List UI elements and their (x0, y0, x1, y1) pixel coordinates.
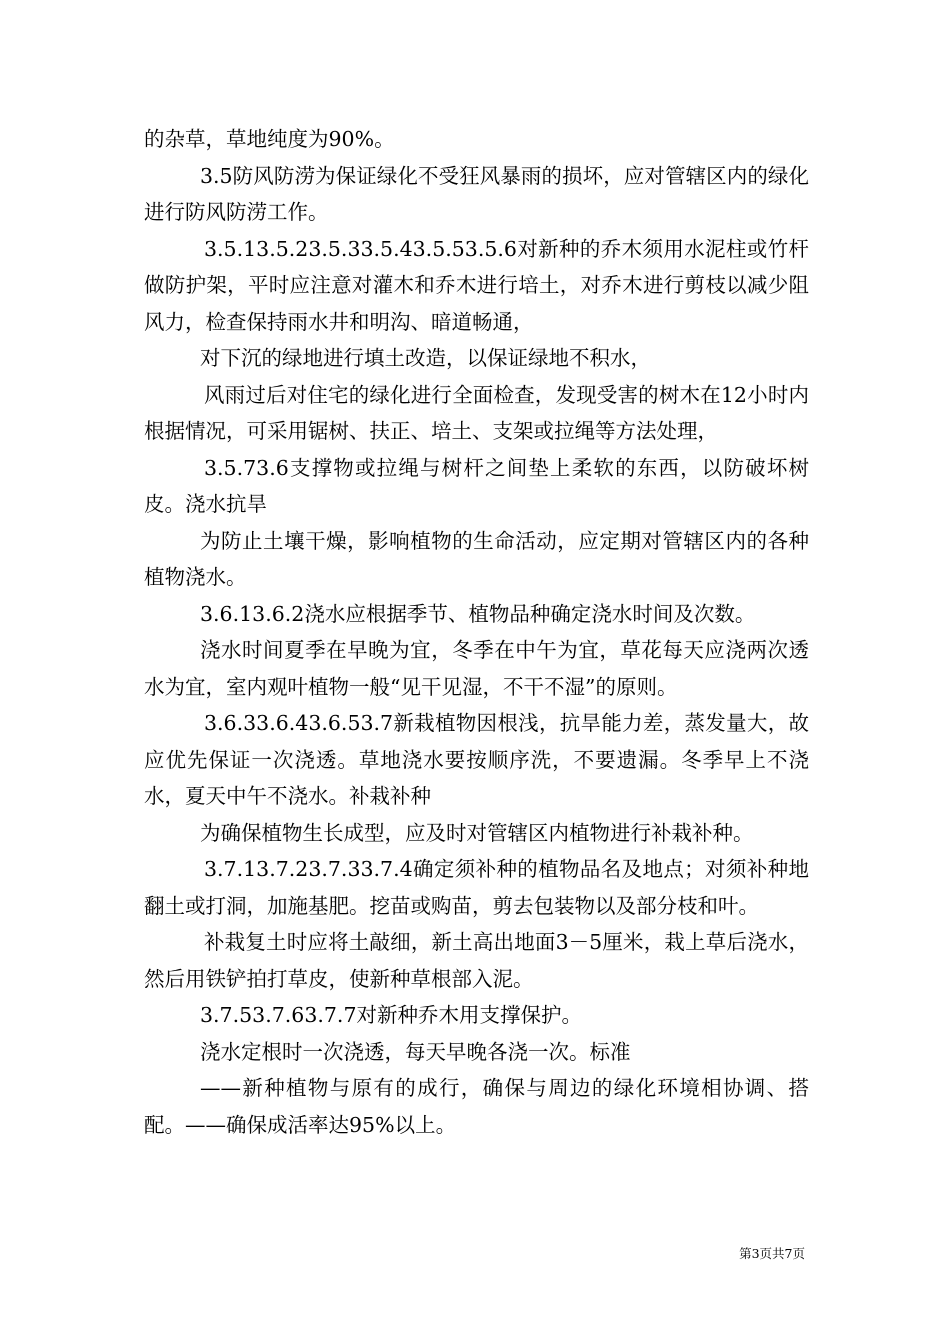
paragraph-15: 浇水定根时一次浇透，每天早晚各浇一次。标准 (200, 1039, 631, 1064)
paragraph-7: 为防止土壤干燥，影响植物的生命活动，应定期对管辖区内的各种植物浇水。 (144, 528, 809, 589)
paragraph-12: 3.7.13.7.23.7.33.7.4确定须补种的植物品名及地点；对须补种地翻土或打洞，加施基肥。挖苗或购苗，剪去包装物以及部分枝和叶。 (144, 857, 809, 918)
paragraph-11: 为确保植物生长成型，应及时对管辖区内植物进行补栽补种。 (200, 820, 754, 845)
paragraph-10: 3.6.33.6.43.6.53.7新栽植物因根浅，抗旱能力差，蒸发量大，故应优先保证一次浇透。草地浇水要按顺序洗，不要遗漏。冬季早上不浇水，夏天中午不浇水。补栽补种 (144, 711, 809, 808)
paragraph-8: 3.6.13.6.2浇水应根据季节、植物品种确定浇水时间及次数。 (200, 601, 756, 626)
page-number-footer: 第3页共7页 (739, 1246, 805, 1261)
paragraph-14: 3.7.53.7.63.7.7对新种乔木用支撑保护。 (200, 1003, 582, 1027)
paragraph-2: 3.5防风防涝为保证绿化不受狂风暴雨的损坏，应对管辖区内的绿化进行防风防涝工作。 (144, 163, 809, 224)
paragraph-4: 对下沉的绿地进行填土改造，以保证绿地不积水， (200, 346, 651, 370)
document-body (144, 121, 809, 1143)
paragraph-6: 3.5.73.6支撑物或拉绳与树杆之间垫上柔软的东西，以防破坏树皮。浇水抗旱 (144, 455, 809, 516)
paragraph-9: 浇水时间夏季在早晚为宜，冬季在中午为宜，草花每天应浇两次透水为宜，室内观叶植物一般“见干见湿，不干不湿”的原则。 (144, 638, 809, 699)
paragraph-16: ——新种植物与原有的成行，确保与周边的绿化环境相协调、搭配。——确保成活率达95%以上。 (144, 1076, 809, 1137)
paragraph-3: 3.5.13.5.23.5.33.5.43.5.53.5.6对新种的乔木须用水泥柱或竹杆做防护架，平时应注意对灌木和乔木进行培土，对乔木进行剪枝以减少阻风力，检查保持雨水井和明沟、暗道畅通， (144, 236, 809, 334)
paragraph-13: 补栽复土时应将土敲细，新土高出地面3－5厘米，栽上草后浇水，然后用铁铲拍打草皮，使新种草根部入泥。 (144, 930, 809, 991)
paragraph-1: 的杂草，草地纯度为90%。 (144, 127, 395, 151)
paragraph-5: 风雨过后对住宅的绿化进行全面检查，发现受害的树木在12小时内根据情况，可采用锯树、扶正、培土、支架或拉绳等方法处理， (144, 382, 809, 443)
